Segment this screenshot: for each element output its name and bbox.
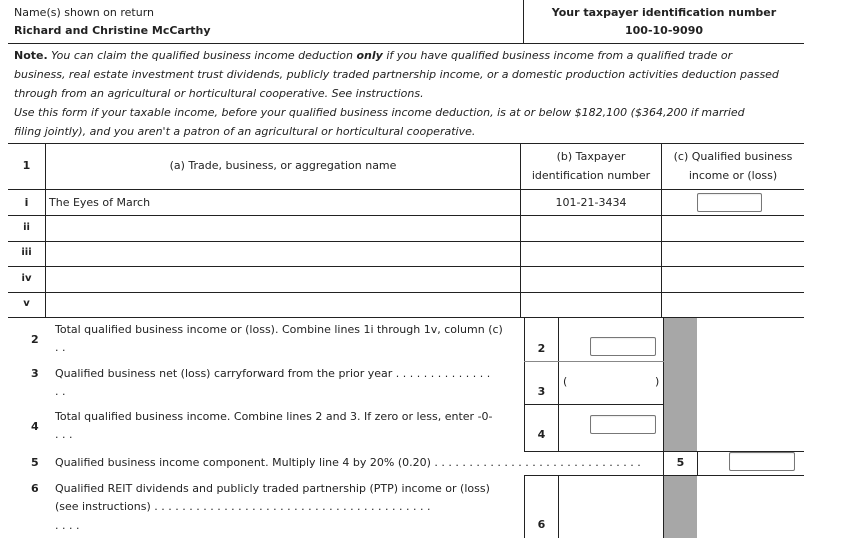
row-roman: iv xyxy=(21,273,32,284)
line-5-box-label: 5 xyxy=(676,456,685,469)
row-qbi-input[interactable] xyxy=(697,193,762,212)
line-5-bottom-rule xyxy=(663,475,804,476)
line-5-text: Qualified business income component. Multiply line 4 by 20% (0.20) . . . . . . . . . . . . . . . . . . . . . . . . . . . . . . xyxy=(55,456,641,469)
line-2-dots: . . xyxy=(55,341,66,354)
row-business-name[interactable]: The Eyes of March xyxy=(49,196,151,209)
line-1-number: 1 xyxy=(22,159,31,172)
header-bottom-rule xyxy=(8,43,804,44)
names-label: Name(s) shown on return xyxy=(14,6,154,19)
column-b-header-1: (b) Taxpayer xyxy=(556,150,626,163)
row-roman: ii xyxy=(23,222,30,233)
row-roman: i xyxy=(24,196,29,209)
row-tin[interactable]: 101-21-3434 xyxy=(555,196,627,209)
note-text-a: You can claim the qualified business income deduction xyxy=(47,49,357,62)
line-3-4-rule xyxy=(524,404,664,405)
line-4-dots: . . . xyxy=(55,428,73,441)
column-b-header-2: identification number xyxy=(531,169,651,182)
line-2-text: Total qualified business income or (loss). Combine lines 1i through 1v, column (c) xyxy=(55,323,503,336)
column-a-header: (a) Trade, business, or aggregation name xyxy=(169,159,397,172)
line-6-text-1: Qualified REIT dividends and publicly traded partnership (PTP) income or (loss) xyxy=(55,482,490,495)
lines-grid-right xyxy=(663,318,664,538)
column-c-header-1: (c) Qualified business xyxy=(673,150,793,163)
line-5-box-left xyxy=(697,451,698,476)
note-line-5: filing jointly), and you aren't a patron of an agricultural or horticultural cooperative. xyxy=(14,125,476,138)
column-c-header-2: income or (loss) xyxy=(688,169,778,182)
note-text-b: if you have qualified business income from a qualified trade or xyxy=(382,49,733,62)
line-4-bottom-rule xyxy=(524,451,664,452)
line-2-box-label: 2 xyxy=(537,342,546,355)
line-6-grid-mid xyxy=(558,475,559,538)
line-6-number: 6 xyxy=(31,482,39,495)
line-3-open-paren: ( xyxy=(563,375,568,388)
note-line-3: through from an agricultural or horticultural cooperative. See instructions. xyxy=(14,87,424,100)
row-rule-0 xyxy=(8,189,804,190)
line-4-number: 4 xyxy=(31,420,39,433)
line-4-text: Total qualified business income. Combine lines 2 and 3. If zero or less, enter -0- xyxy=(55,410,493,423)
note-line-1 xyxy=(14,49,732,62)
line-2-number: 2 xyxy=(31,333,39,346)
line-5-input[interactable] xyxy=(729,452,795,471)
line-3-text: Qualified business net (loss) carryforward from the prior year . . . . . . . . . . . . . . xyxy=(55,367,491,380)
names-value: Richard and Christine McCarthy xyxy=(14,24,211,37)
table-top-rule xyxy=(8,143,804,144)
line-6-dots: . . . . xyxy=(55,519,80,532)
row-rule-4 xyxy=(8,292,804,293)
row-rule-2 xyxy=(8,241,804,242)
line-6-box-label: 6 xyxy=(537,518,546,531)
row-roman: iii xyxy=(21,247,32,258)
tin-value: 100-10-9090 xyxy=(624,24,703,37)
row-rule-1 xyxy=(8,215,804,216)
note-label: Note. xyxy=(14,49,48,62)
note-line-2: business, real estate investment trust dividends, publicly traded partnership income, or a domestic production activities deduction passed xyxy=(14,68,779,81)
line-3-close-paren: ) xyxy=(655,375,660,388)
note-line-4: Use this form if your taxable income, before your qualified business income deduction, is at or below $182,100 ($364,200 if married xyxy=(14,106,745,119)
shaded-column-lower xyxy=(664,475,697,538)
line-3-number: 3 xyxy=(31,367,39,380)
shaded-column-upper xyxy=(664,318,697,451)
line-2-input[interactable] xyxy=(590,337,656,356)
row-roman: v xyxy=(23,298,30,309)
tin-label: Your taxpayer identification number xyxy=(551,6,777,19)
line-4-box-label: 4 xyxy=(537,428,546,441)
row-rule-3 xyxy=(8,266,804,267)
line-3-dots: . . xyxy=(55,385,66,398)
line-6-top-rule xyxy=(524,475,664,476)
line-5-number: 5 xyxy=(31,456,39,469)
line-4-input[interactable] xyxy=(590,415,656,434)
line-2-3-rule xyxy=(524,361,664,362)
line-6-text-2: (see instructions) . . . . . . . . . . . . . . . . . . . . . . . . . . . . . . . . . . . . . . . . xyxy=(55,500,431,513)
line-3-box-label: 3 xyxy=(537,385,546,398)
note-only: only xyxy=(356,49,383,62)
lines-grid-mid xyxy=(558,318,559,452)
